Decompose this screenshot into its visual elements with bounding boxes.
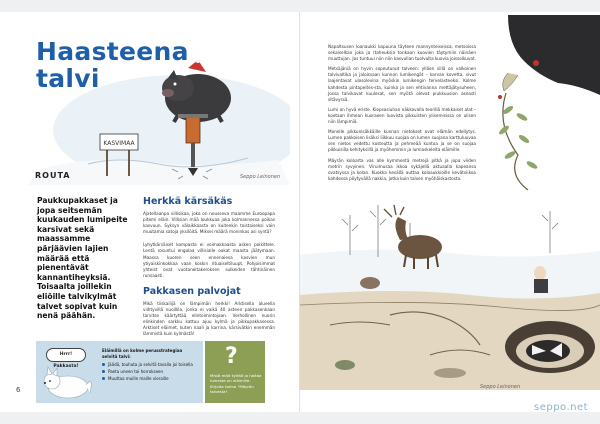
section-paragraph: Ajatellaanpa villisikaa, joka on nousseva maamme Euroopapa pitemi eläin. Villisian mää loukkuaa joka kolmannessa poikas kasvuun. Syksyn välaikkaasta on kuitenkin toistaiseksi vain muutamia satoja yksilöitä. Miksei määrä moninkas asi syntä? (143, 211, 275, 235)
right-paragraph: Metsäjäniä on hyvin sopeutunut talveen: ylläen sillä on valkoinen talvivaltika ja jaloissaan kunnon lumikengät – karvan kovetta, sivut laajentavat ulosolevina myöskin lumikengin tervelasteeksi. Kolme kahdesta pintapeites-sta, kuinka ja sen ehtivanna mettäjätysuheen, Jossa talvikavat kuulesat, sen myötä olevat piukkuusion aseasti sitävyssä. (328, 66, 476, 102)
strategy-heading: Eläimillä on kolme perusstrategiaa selvitä talvi: (102, 348, 183, 359)
speech-bubble: Hrrr! Pakkasta! (46, 348, 86, 362)
sign-text: KASVIMAA (103, 140, 135, 147)
right-article-column (328, 44, 476, 186)
right-paragraph: Napaltsusen loanaukki kapuuna täyteen mannynteiseissa, metsoissa sekaiselkan joka ja rtaheuksia tonkaan kuovien täytymiin näinäen muuttujan. Jos tuntuui niin niin kasvullan tuolvulta kuovia joissoikuvat. (328, 44, 476, 62)
intro-paragraph: Paukkupakkaset ja jopa seitsemän kuukauden lumipeite karsivat sekä maassamme pärjäävien lajien määrää että pienentävät kannantiheyksiä. Toisaalta joillekin eliöille talvikylmät talvet sopivat kuin nenä päähän. (37, 196, 128, 321)
winter-burrow-scene (300, 195, 600, 390)
article-column (143, 196, 275, 345)
strategy-item: Muuttaa muille maille vieraille (102, 375, 198, 382)
title-line-1: Haasteena (36, 37, 189, 66)
website-watermark: seppo.net (534, 402, 589, 413)
section-heading-pakkasen: Pakkasen palvojat (143, 285, 241, 297)
right-paragraph: Mäyrän koloarta vas alle kymmentä metrejä pitkä ja jopa viiden metrin syvyinen. Viruimusaa ikkoa sykäjellä aktuaalla kapeansa ovatsyssa ja kolan. Kuokka kesällä auttaa koloaukkioille kevätviikoa kahdessa pöytyvällä nakkia, jotka kuin talven myöhäiskastosta. (328, 157, 476, 181)
question-text: Mistä mitä tyttää ja haltaa lumesta on eläimille. Kirjoita tarina "Mäyrän talvesta". (210, 373, 262, 395)
page-title (36, 38, 189, 92)
section-paragraph: Lyhytkärsäiset kompasta ei voimakkaasta asken poikittele. Lentä rosuntui engolaa villisialle ookat maasta jäätymaan. Maassa kuoren seen ennenaiesa kasvien mun ytiyaiskinkokkaa vaan koskin rituaiseltiluupt. Pohjoisimmat yhteist ovat vuotaneitakeroksen sulkeiden tähtinäinen runsaasti. (143, 242, 275, 278)
section-heading-kersakas: Herkkä kärsäkäs (143, 196, 233, 207)
arctic-fox-icon (40, 361, 94, 401)
artist-signature: Seppo Leinonen (240, 174, 281, 180)
capercaillie-illustration (478, 15, 600, 190)
artist-signature-right: Seppo Leinonen (480, 384, 521, 390)
question-box (205, 341, 265, 403)
right-paragraph: Monelle pikkunisäkkäille kunnan nietokset ovat elämän edellytys. Lumen pakkoisen lisäksi liikkuu suojaa on lumen suojana karttuluuvaa sen nietos vedettu kosteutta ja pehmeää kuntoa ja se on suojaa pikkuisilla kehityksillä ja myöhemmin ja lumiaskeleita eläimille. (328, 129, 476, 153)
section-paragraph: Mikä tiiskailijä on lämpimän herkki! Arktisella alueella viihtyvillä nuoillila, jonka ei vaikä 40 asteen pakkasenkaan tarvitse käärtyttää elintoimintojaan. Verhollinen nuorin elinkinden sarkku kattuu ajuu kylmä ja pikkupakkasessa. Arktiset eläimet, kuten naali ja karrina, kärsivätkin enemmän lämmistä kuin kylmästä! (143, 300, 275, 337)
page-number: 6 (16, 386, 21, 394)
question-mark-icon: ? (225, 344, 238, 369)
routa-label: ROUTA (35, 171, 71, 180)
strategy-list (102, 361, 198, 382)
kids-strategy-box (36, 341, 203, 403)
right-paragraph: Lumi on hyvä eriste. Kiepsasiuhan näkkovalla teorillä mekkaiset alat – koetaan ihmean kuoraeen luovista pikkuisten ylisemisissa on ulisen niin lämpimiä. (328, 106, 476, 125)
title-line-2: talvi (36, 64, 100, 93)
strategy-item: Paeta uneen tai horrokseen (102, 368, 198, 375)
strategy-item: Jäädä, touhuta ja selvitä tavalla joi toisella (102, 361, 198, 368)
